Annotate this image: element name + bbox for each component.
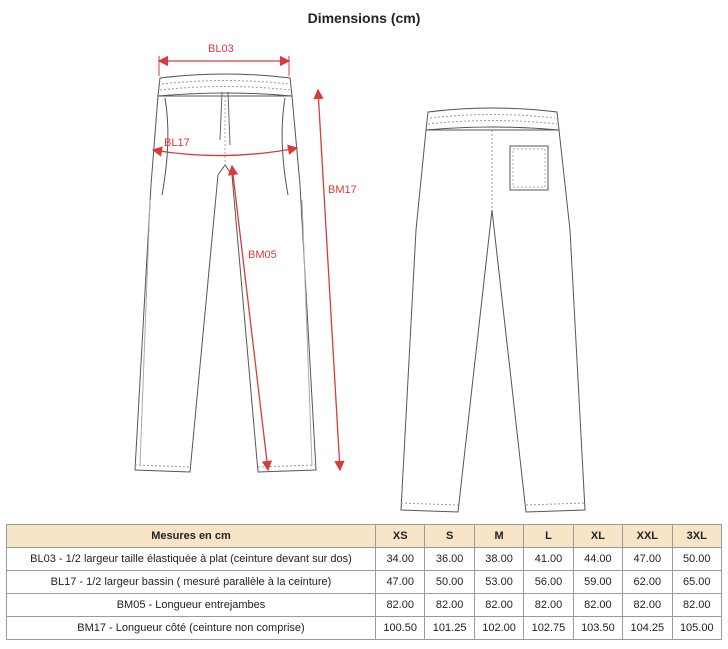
- front-pants-view: [135, 74, 316, 472]
- cell-value: 65.00: [672, 571, 721, 594]
- header-measure: Mesures en cm: [7, 525, 376, 548]
- back-body-outline: [401, 130, 585, 512]
- table-row: [7, 548, 722, 571]
- back-waistband: [426, 108, 559, 130]
- cell-value: 53.00: [474, 571, 523, 594]
- row-label: BL03 - 1/2 largeur taille élastiquée à plat (ceinture devant sur dos): [7, 548, 376, 571]
- row-label: BM17 - Longueur côté (ceinture non comprise): [7, 617, 376, 640]
- cell-value: 50.00: [425, 571, 474, 594]
- header-size: L: [524, 525, 573, 548]
- header-size: XS: [376, 525, 425, 548]
- front-waistband: [158, 74, 292, 96]
- cell-value: 44.00: [573, 548, 622, 571]
- size-table: [6, 524, 722, 640]
- header-size: XXL: [623, 525, 672, 548]
- cell-value: 62.00: [623, 571, 672, 594]
- cell-value: 82.00: [376, 594, 425, 617]
- cell-value: 104.25: [623, 617, 672, 640]
- cell-value: 38.00: [474, 548, 523, 571]
- cell-value: 59.00: [573, 571, 622, 594]
- table-header-row: [7, 525, 722, 548]
- cell-value: 82.00: [623, 594, 672, 617]
- row-label: BM05 - Longueur entrejambes: [7, 594, 376, 617]
- cell-value: 36.00: [425, 548, 474, 571]
- cell-value: 47.00: [623, 548, 672, 571]
- cell-value: 101.25: [425, 617, 474, 640]
- table-row: [7, 594, 722, 617]
- cell-value: 41.00: [524, 548, 573, 571]
- header-size: XL: [573, 525, 622, 548]
- header-size: S: [425, 525, 474, 548]
- cell-value: 102.75: [524, 617, 573, 640]
- cell-value: 34.00: [376, 548, 425, 571]
- header-size: 3XL: [672, 525, 721, 548]
- back-pants-view: [401, 108, 585, 512]
- cell-value: 82.00: [524, 594, 573, 617]
- table-row: [7, 571, 722, 594]
- bl17-label: BL17: [164, 137, 190, 149]
- page-title: Dimensions (cm): [307, 10, 421, 26]
- cell-value: 100.50: [376, 617, 425, 640]
- cell-value: 103.50: [573, 617, 622, 640]
- cell-value: 50.00: [672, 548, 721, 571]
- cell-value: 105.00: [672, 617, 721, 640]
- cell-value: 102.00: [474, 617, 523, 640]
- cell-value: 47.00: [376, 571, 425, 594]
- table-row: [7, 617, 722, 640]
- cell-value: 56.00: [524, 571, 573, 594]
- cell-value: 82.00: [573, 594, 622, 617]
- back-pocket: [510, 146, 548, 190]
- cell-value: 82.00: [672, 594, 721, 617]
- row-label: BL17 - 1/2 largeur bassin ( mesuré parallèle à la ceinture): [7, 571, 376, 594]
- bm17-label: BM17: [328, 184, 357, 196]
- bm17-line: [318, 90, 340, 470]
- cell-value: 82.00: [474, 594, 523, 617]
- header-size: M: [474, 525, 523, 548]
- cell-value: 82.00: [425, 594, 474, 617]
- bl03-label: BL03: [208, 43, 234, 55]
- bm05-label: BM05: [248, 249, 277, 261]
